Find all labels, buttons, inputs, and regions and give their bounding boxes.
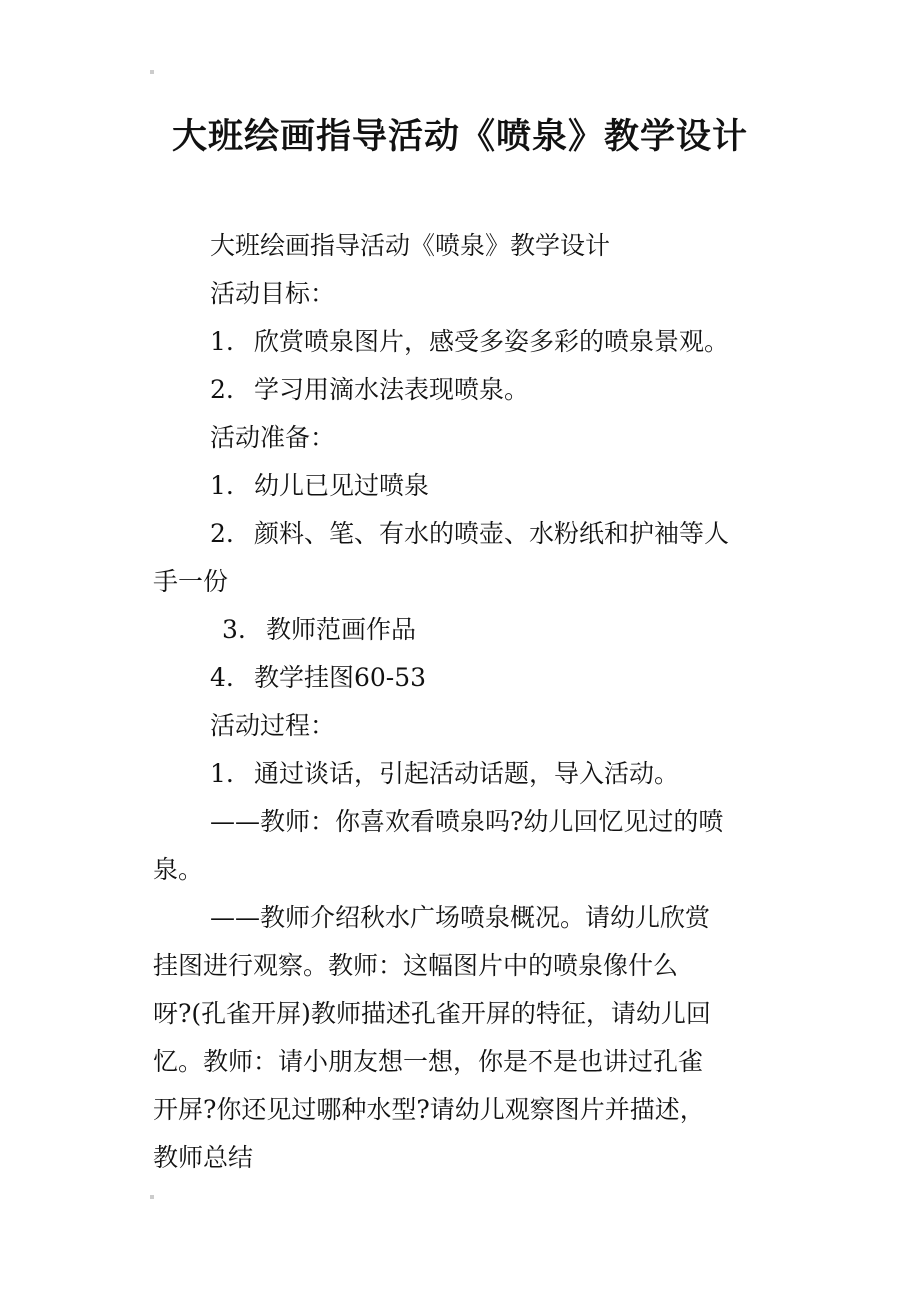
process-paragraph-2-line-6: 教师总结: [153, 1143, 254, 1172]
document-title: 大班绘画指导活动《喷泉》教学设计: [171, 117, 748, 157]
preparation-number: 3.: [222, 615, 246, 644]
objective-number: 2.: [210, 375, 234, 404]
process-paragraph-1-line-1: ——教师：你喜欢看喷泉吗?幼儿回忆见过的喷: [210, 807, 724, 836]
objective-item-2: [210, 372, 529, 408]
document-subtitle: 大班绘画指导活动《喷泉》教学设计: [210, 231, 611, 260]
preparation-heading: 活动准备：: [210, 423, 336, 452]
preparation-text: 教学挂图60-53: [254, 663, 427, 692]
preparation-item-2: [210, 516, 729, 552]
preparation-text: 颜料、笔、有水的喷壶、水粉纸和护袖等人: [254, 519, 730, 548]
preparation-text: 教师范画作品: [266, 615, 417, 644]
preparation-number: 4.: [210, 663, 234, 692]
scan-mark-top: [150, 70, 154, 74]
preparation-item-2-continued: 手一份: [153, 567, 229, 596]
process-text: 通过谈话，引起活动话题，导入活动。: [254, 759, 680, 788]
objectives-heading: 活动目标：: [210, 279, 336, 308]
process-number: 1.: [210, 759, 234, 788]
process-paragraph-1-line-2: 泉。: [153, 855, 204, 884]
objective-text: 学习用滴水法表现喷泉。: [254, 375, 530, 404]
process-paragraph-2-line-3: 呀?(孔雀开屏)教师描述孔雀开屏的特征，请幼儿回: [153, 999, 711, 1028]
preparation-text: 幼儿已见过喷泉: [254, 471, 430, 500]
process-heading: 活动过程：: [210, 711, 336, 740]
preparation-item-1: [210, 468, 429, 504]
objective-item-1: [210, 324, 729, 360]
objective-number: 1.: [210, 327, 234, 356]
objective-text: 欣赏喷泉图片，感受多姿多彩的喷泉景观。: [254, 327, 730, 356]
scan-mark-bottom: [150, 1195, 154, 1199]
process-paragraph-2-line-2: 挂图进行观察。教师：这幅图片中的喷泉像什么: [153, 951, 679, 980]
preparation-number: 2.: [210, 519, 234, 548]
preparation-item-3: [222, 612, 416, 648]
preparation-number: 1.: [210, 471, 234, 500]
preparation-item-4: [210, 660, 426, 696]
process-paragraph-2-line-4: 忆。教师：请小朋友想一想，你是不是也讲过孔雀: [153, 1047, 704, 1076]
process-step-1: [210, 756, 679, 792]
process-paragraph-2-line-5: 开屏?你还见过哪种水型?请幼儿观察图片并描述，: [153, 1095, 705, 1124]
process-paragraph-2-line-1: ——教师介绍秋水广场喷泉概况。请幼儿欣赏: [210, 903, 711, 932]
